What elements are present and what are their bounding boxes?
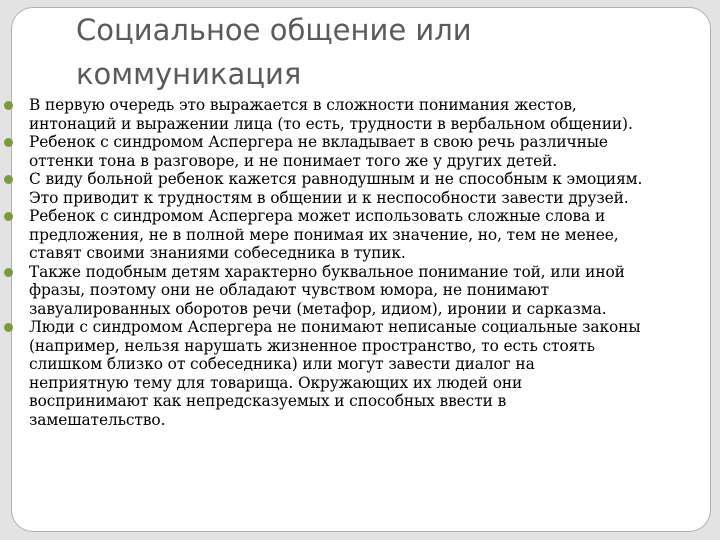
slide-title-line-1: Социальное общение или	[76, 13, 472, 47]
bullet-dot-icon	[4, 175, 13, 184]
bullet-list	[0, 96, 720, 429]
bullet-dot-icon	[4, 101, 13, 110]
bullet-item-6	[0, 318, 720, 429]
bullet-dot-icon	[4, 268, 13, 277]
bullet-line: ставят своими знаниями собеседника в тупик.	[29, 244, 406, 262]
bullet-line: неприятную тему для товарища. Окружающих их людей они	[29, 373, 523, 392]
bullet-item-1	[0, 96, 720, 133]
bullet-line: Это приводит к трудностям в общении и к неспособности завести друзей.	[29, 188, 629, 207]
bullet-line: Люди с синдромом Аспергера не понимают неписаные социальные законы	[29, 318, 641, 336]
bullet-line: завуалированных оборотов речи (метафор, идиом), иронии и сарказма.	[29, 299, 607, 318]
bullet-item-4	[0, 207, 720, 263]
bullet-line: интонаций и выражении лица (то есть, трудности в вербальном общении).	[29, 114, 633, 133]
bullet-line: Ребенок с синдромом Аспергера может использовать сложные слова и	[29, 207, 606, 225]
bullet-item-3	[0, 170, 720, 207]
bullet-line: фразы, поэтому они не обладают чувством юмора, не понимают	[29, 281, 550, 299]
bullet-dot-icon	[4, 212, 13, 221]
bullet-line: Ребенок с синдромом Аспергера не вкладывает в свою речь различные	[29, 133, 608, 151]
bullet-line: (например, нельзя нарушать жизненное пространство, то есть стоять	[29, 336, 595, 355]
bullet-line: слишком близко от собеседника) или могут завести диалог на	[29, 355, 535, 373]
bullet-line: В первую очередь это выражается в сложности понимания жестов,	[29, 96, 577, 114]
bullet-line: воспринимают как непредсказуемых и способных ввести в	[29, 392, 507, 410]
bullet-dot-icon	[4, 323, 13, 332]
bullet-line: замешательство.	[29, 410, 166, 429]
bullet-line: Также подобным детям характерно буквальное понимание той, или иной	[29, 262, 625, 281]
bullet-item-5	[0, 263, 720, 319]
slide-title	[76, 8, 676, 96]
bullet-line: С виду больной ребенок кажется равнодушным и не способным к эмоциям.	[29, 170, 643, 188]
bullet-dot-icon	[4, 138, 13, 147]
bullet-line: оттенки тона в разговоре, и не понимает того же у других детей.	[29, 151, 558, 170]
slide-title-line-2: коммуникация	[76, 57, 302, 91]
bullet-item-2	[0, 133, 720, 170]
bullet-line: предложения, не в полной мере понимая их значение, но, тем не менее,	[29, 225, 619, 244]
